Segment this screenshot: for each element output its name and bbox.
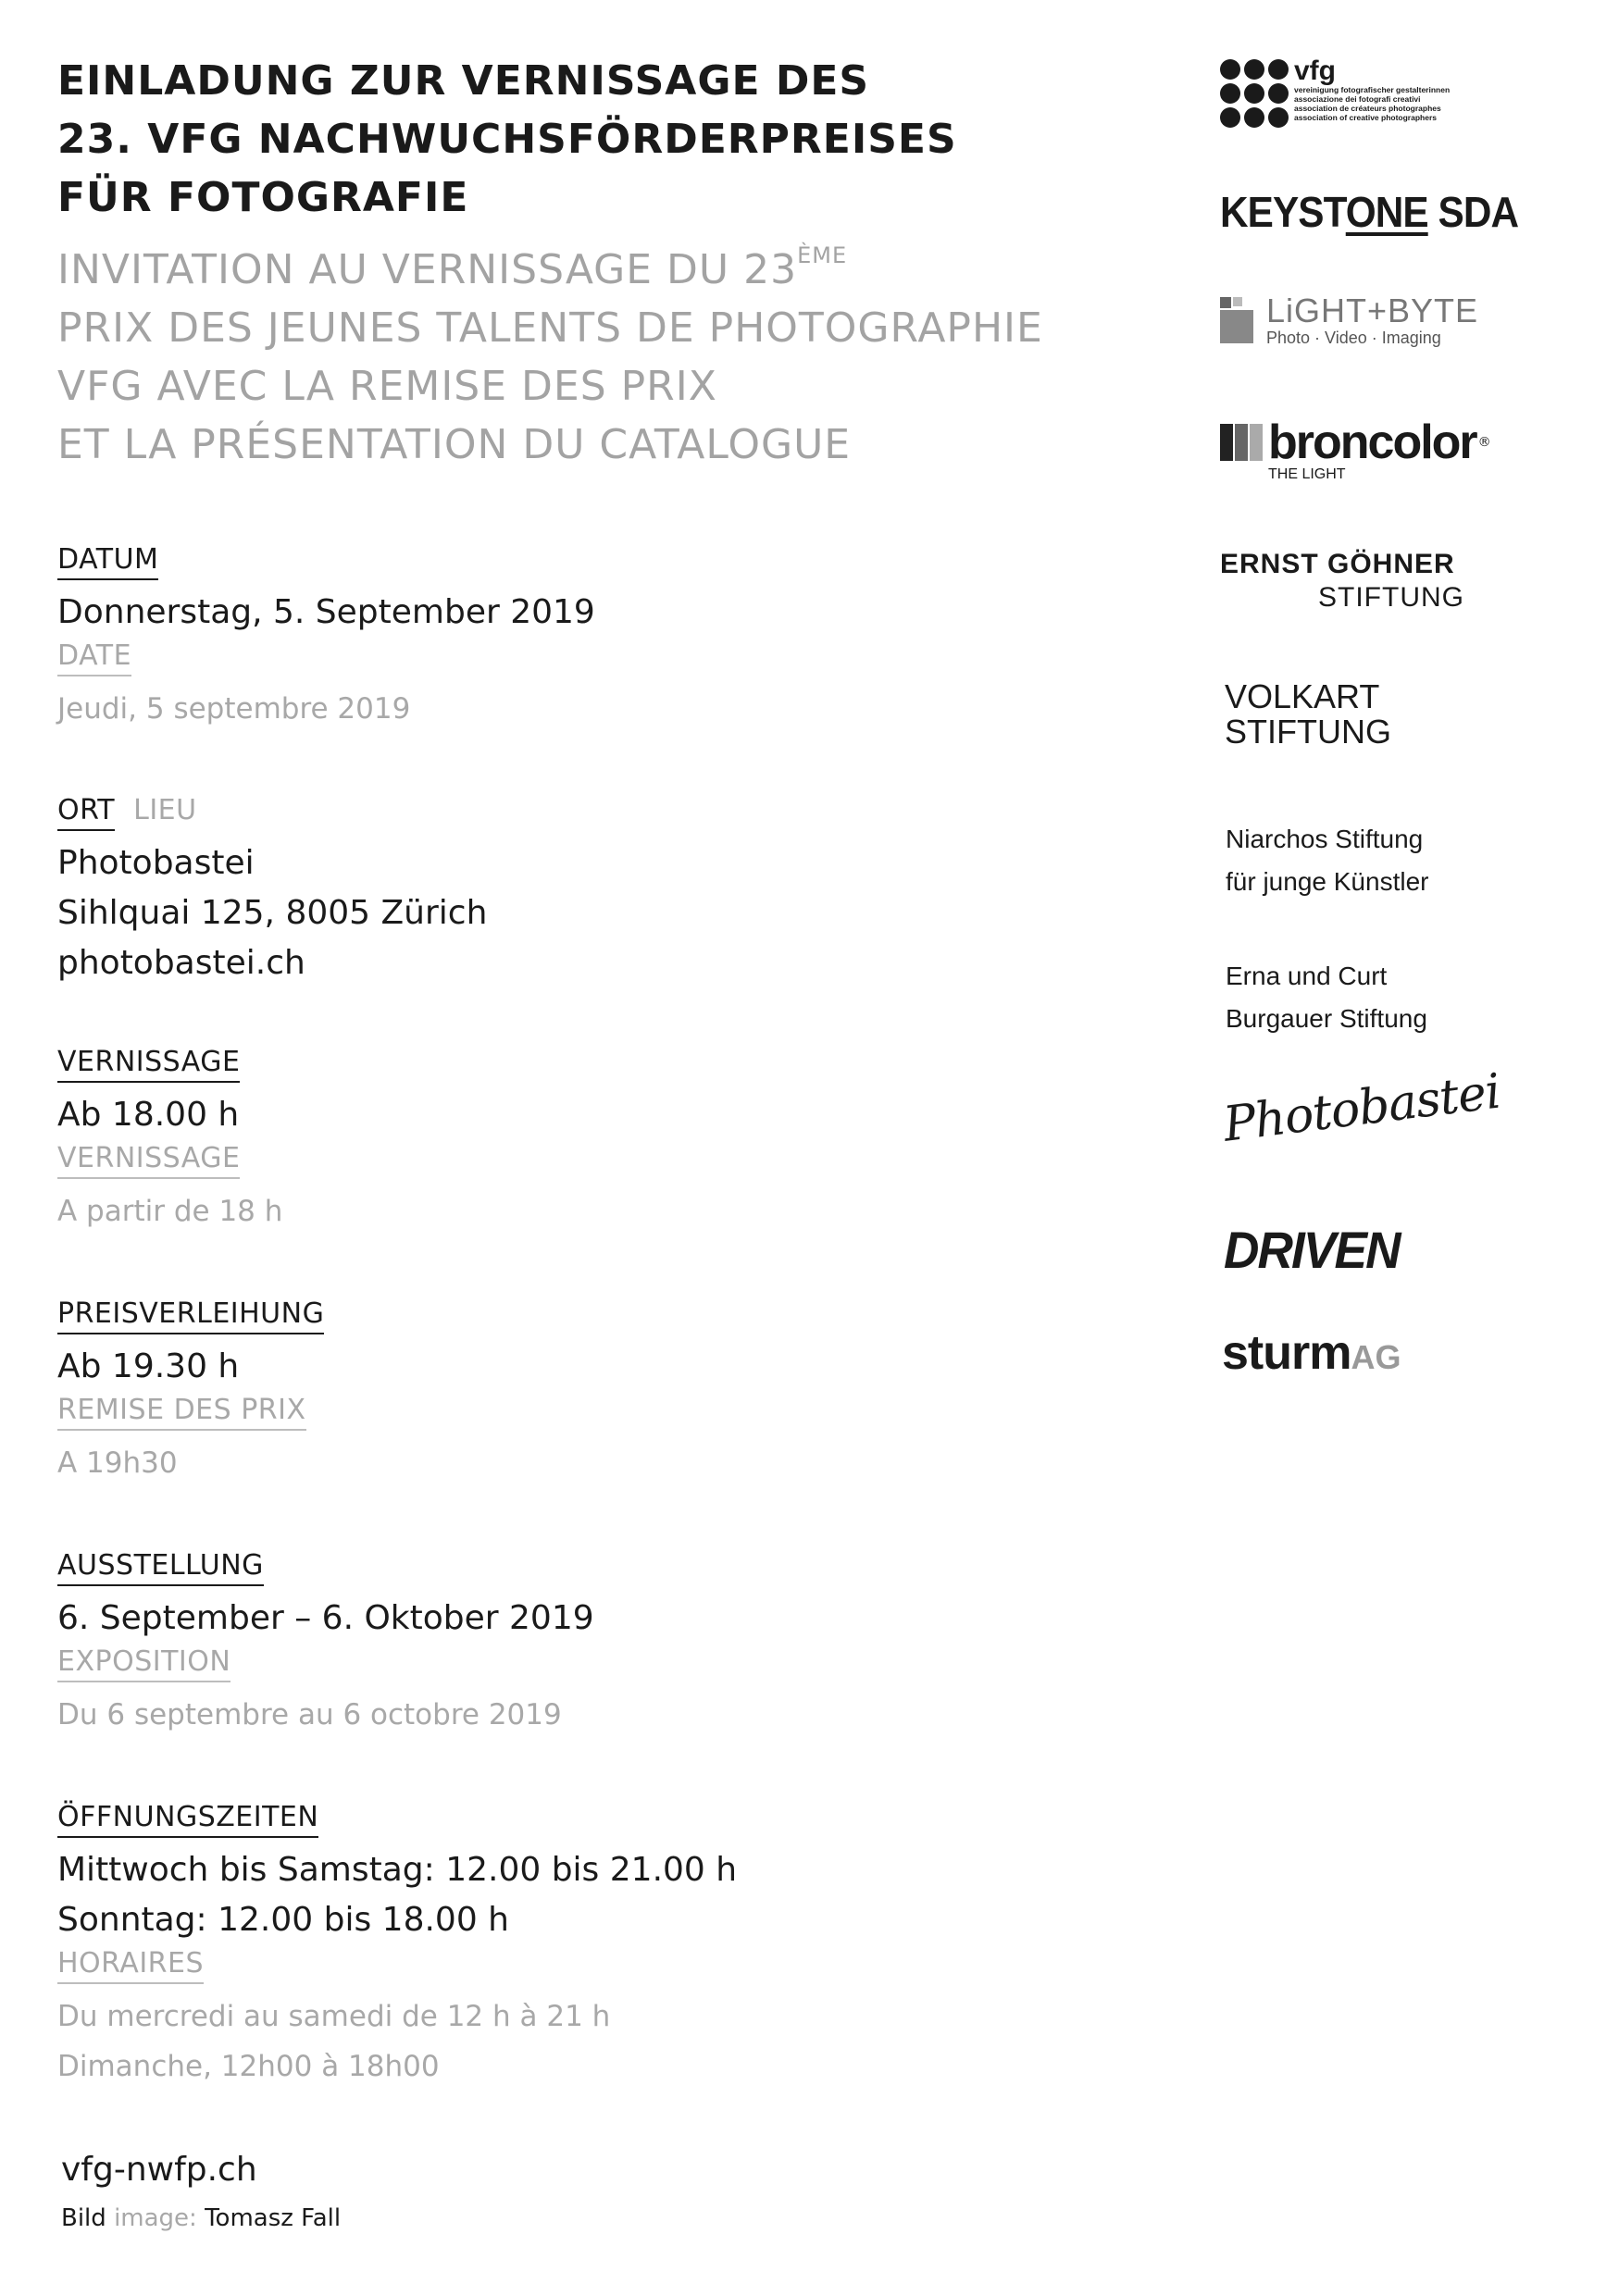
heading-ort: ORT (57, 792, 115, 831)
keystone-part-1: KEYST (1220, 188, 1346, 236)
footer-url[interactable]: vfg-nwfp.ch (61, 2151, 257, 2189)
goehner-line-2: STIFTUNG (1318, 582, 1464, 613)
heading-vernissage: VERNISSAGE (57, 1044, 240, 1083)
heading-remise-des-prix: REMISE DES PRIX (57, 1392, 306, 1431)
section-vernissage (57, 1044, 890, 1236)
date-fr: Jeudi, 5 septembre 2019 (57, 692, 411, 726)
heading-lieu: LIEU (133, 794, 197, 826)
niarchos-line-1: Niarchos Stiftung (1226, 825, 1424, 853)
title-de-line-3: FÜR FOTOGRAFIE (57, 174, 469, 221)
credit-name: Tomasz Fall (205, 2204, 342, 2232)
vfg-subtitle (1294, 85, 1450, 122)
title-fr-line-1 (57, 227, 1168, 299)
venue-address: Sihlquai 125, 8005 Zürich (57, 894, 488, 932)
credit-label-fr: image: (114, 2204, 197, 2232)
light-byte-name: LiGHT+BYTE (1266, 292, 1479, 329)
vfg-wordmark (1294, 56, 1451, 122)
niarchos-logo (1226, 818, 1428, 903)
venue-website[interactable]: photobastei.ch (57, 944, 305, 982)
broncolor-registered: ® (1477, 435, 1491, 450)
vfg-subtitle-line-4: association of creative photographers (1294, 113, 1437, 122)
heading-row-ort (57, 792, 890, 838)
heading-datum: DATUM (57, 541, 158, 580)
vfg-dots-icon (1220, 59, 1289, 128)
vfg-subtitle-line-2: associazione dei fotografi creativi (1294, 94, 1421, 104)
light-byte-logo (1220, 294, 1478, 348)
light-byte-squares-icon (1220, 297, 1257, 345)
heading-vernissage-fr: VERNISSAGE (57, 1140, 240, 1179)
keystone-part-3: SDA (1427, 188, 1519, 236)
award-time-de: Ab 19.30 h (57, 1347, 240, 1385)
keystone-sda-logo (1220, 187, 1518, 237)
vernissage-time-de: Ab 18.00 h (57, 1096, 240, 1134)
volkart-line-2: STIFTUNG (1225, 713, 1391, 751)
volkart-logo (1225, 679, 1391, 750)
hours-fr-line-1: Du mercredi au samedi de 12 h à 21 h (57, 2000, 611, 2033)
vfg-logo (1220, 56, 1451, 128)
burgauer-line-1: Erna und Curt (1226, 962, 1388, 990)
photobastei-logo: Photobastei (1220, 1063, 1503, 1153)
title-de-line-1: EINLADUNG ZUR VERNISSAGE DES (57, 57, 870, 105)
venue-name: Photobastei (57, 844, 255, 882)
title-fr-line-2: PRIX DES JEUNES TALENTS DE PHOTOGRAPHIE (57, 304, 1043, 352)
title-de-line-2: 23. VFG NACHWUCHSFÖRDERPREISES (57, 116, 957, 163)
date-de: Donnerstag, 5. September 2019 (57, 593, 595, 631)
burgauer-logo (1226, 955, 1427, 1040)
heading-horaires: HORAIRES (57, 1945, 204, 1984)
section-ausstellung (57, 1547, 890, 1740)
title-fr-line-3: VFG AVEC LA REMISE DES PRIX (57, 363, 717, 410)
broncolor-name: broncolor (1268, 416, 1476, 469)
broncolor-logo (1220, 415, 1491, 483)
burgauer-line-2: Burgauer Stiftung (1226, 1004, 1427, 1033)
heading-exposition: EXPOSITION (57, 1644, 230, 1682)
broncolor-tagline: THE LIGHT (1268, 466, 1346, 482)
vfg-subtitle-line-1: vereinigung fotografischer gestalterinnen (1294, 85, 1451, 94)
ernst-goehner-logo (1220, 548, 1464, 614)
exhibition-dates-de: 6. September – 6. Oktober 2019 (57, 1599, 594, 1637)
vfg-subtitle-line-3: association de créateurs photographes (1294, 104, 1441, 113)
broncolor-bars-icon (1220, 424, 1263, 461)
vfg-name: vfg (1294, 56, 1336, 86)
image-credit (61, 2203, 341, 2234)
section-datum (57, 541, 890, 734)
hours-fr-line-2: Dimanche, 12h00 à 18h00 (57, 2050, 440, 2083)
exhibition-dates-fr: Du 6 septembre au 6 octobre 2019 (57, 1698, 562, 1731)
award-time-fr: A 19h30 (57, 1446, 178, 1480)
section-ort (57, 792, 890, 988)
heading-ausstellung: AUSSTELLUNG (57, 1547, 264, 1586)
heading-date-fr: DATE (57, 638, 131, 676)
section-preisverleihung (57, 1296, 890, 1488)
title-fr-line-4: ET LA PRÉSENTATION DU CATALOGUE (57, 421, 852, 468)
heading-oeffnungszeiten: ÖFFNUNGSZEITEN (57, 1799, 318, 1838)
credit-label-de: Bild (61, 2204, 106, 2232)
light-byte-tagline: Photo · Video · Imaging (1266, 329, 1441, 347)
sturm-suffix: AG (1351, 1338, 1401, 1376)
title-fr-line-1-main: INVITATION AU VERNISSAGE DU 23 (57, 246, 798, 293)
vernissage-time-fr: A partir de 18 h (57, 1195, 283, 1228)
hours-de-line-2: Sonntag: 12.00 bis 18.00 h (57, 1901, 509, 1939)
sturm-name: sturm (1222, 1326, 1351, 1380)
sturm-ag-logo (1222, 1325, 1401, 1381)
title-fr-superscript: ÈME (797, 242, 848, 268)
hours-de-line-1: Mittwoch bis Samstag: 12.00 bis 21.00 h (57, 1851, 738, 1889)
driven-logo: DRIVEN (1224, 1221, 1400, 1279)
volkart-line-1: VOLKART (1225, 677, 1380, 715)
keystone-part-2: ONE (1345, 188, 1428, 236)
niarchos-line-2: für junge Künstler (1226, 867, 1429, 896)
invitation-title (57, 52, 1168, 474)
goehner-line-1: ERNST GÖHNER (1220, 549, 1455, 579)
section-oeffnungszeiten (57, 1799, 890, 2091)
heading-preisverleihung: PREISVERLEIHUNG (57, 1296, 324, 1334)
